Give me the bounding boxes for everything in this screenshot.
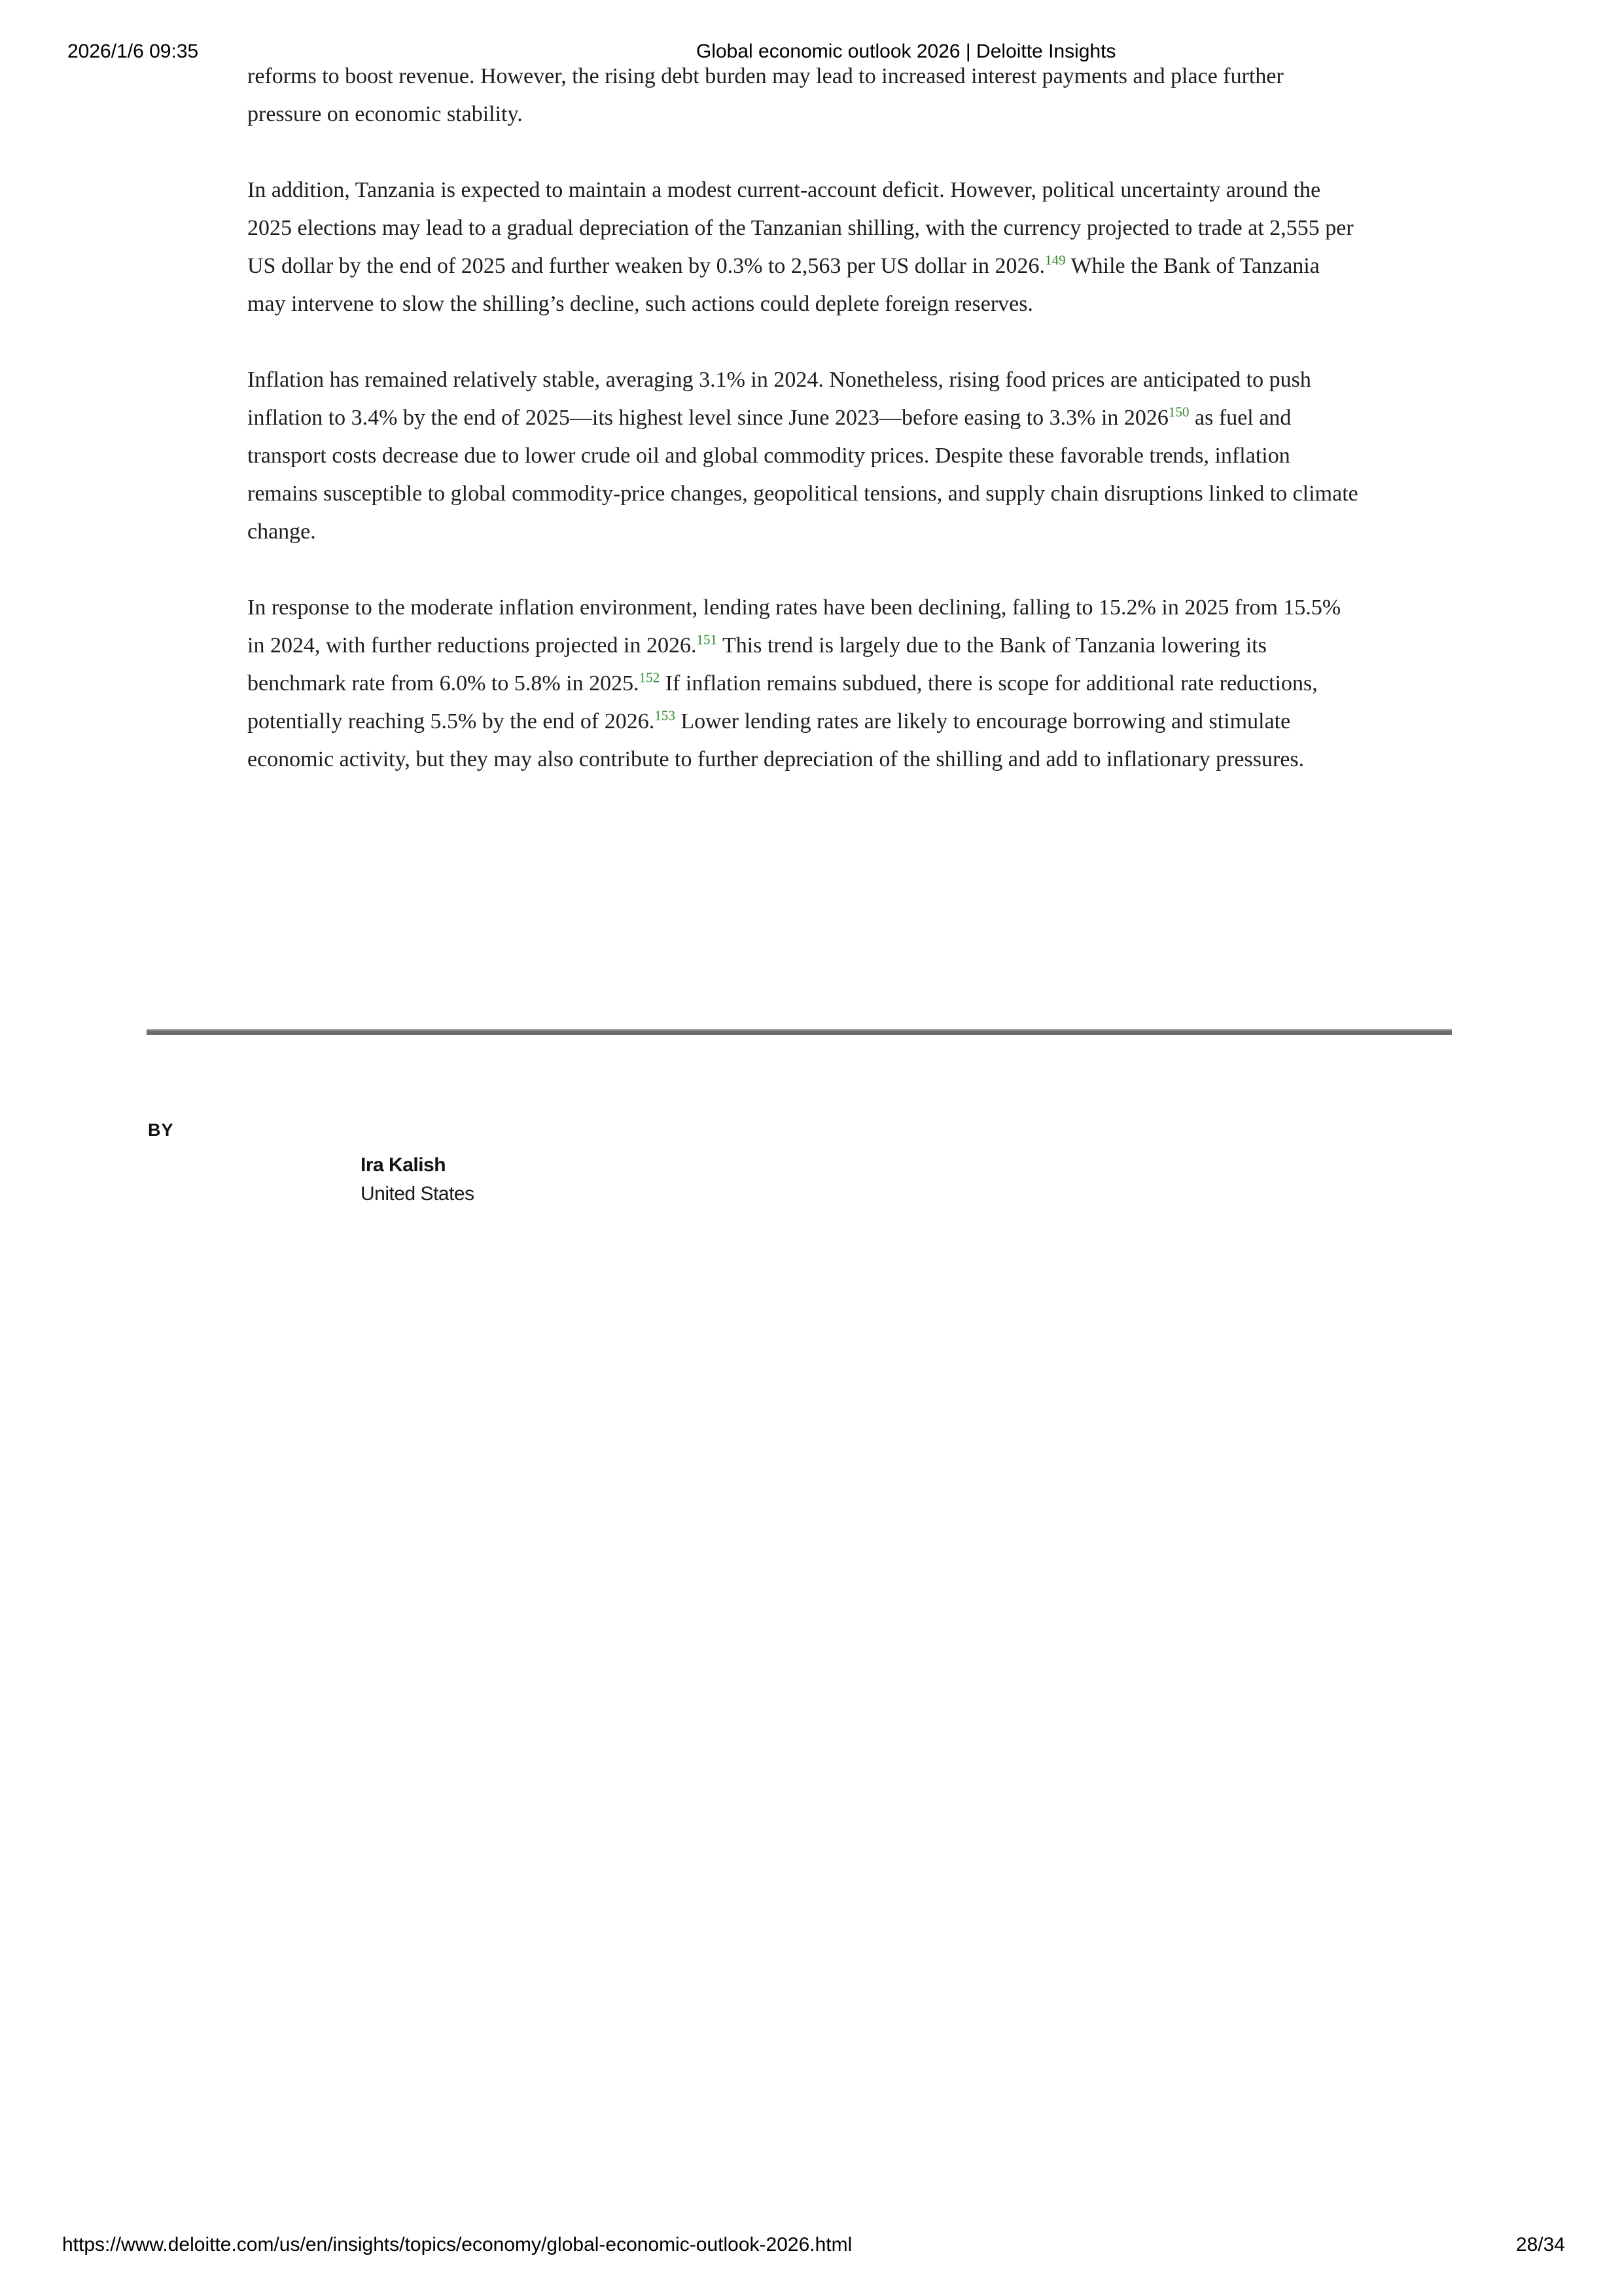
paragraph: In addition, Tanzania is expected to maintain a modest current-account deficit. However, political uncertainty around the 2025 elections may lead to a gradual depreciation of the Tanzanian shilling, with the currency projected to trade at 2,555 per US dollar by the end of 2025 and further weaken by 0.3% to 2,563 per US dollar in 2026.$^{149}$ While the Bank of Tanzania may intervene to slow the shilling’s decline, such actions could deplete foreign reserves. — [247, 178, 1354, 316]
print-footer-url: https://www.deloitte.com/us/en/insights/topics/economy/global-economic-outlook-2026.html — [62, 2234, 853, 2255]
footnote-link[interactable]: 152 — [639, 669, 660, 686]
article-body — [247, 58, 1360, 817]
byline-label: BY — [148, 1120, 174, 1140]
section-divider — [147, 1029, 1452, 1035]
print-footer-page-indicator: 28/34 — [1515, 2234, 1565, 2255]
byline-author-name: Ira Kalish — [361, 1154, 446, 1176]
footnote-link[interactable]: 153 — [654, 707, 675, 724]
paragraph: Inflation has remained relatively stable, averaging 3.1% in 2024. Nonetheless, rising food prices are anticipated to push inflation to 3.4% by the end of 2025—its highest level since June 2023—before easing to 3.3% in 2026$^{150}$ as fuel and transport costs decrease due to lower crude oil and global commodity prices. Despite these favorable trends, inflation remains susceptible to global commodity-price changes, geopolitical tensions, and supply chain disruptions linked to climate change. — [247, 368, 1358, 544]
paragraph: reforms to boost revenue. However, the rising debt burden may lead to increased interest payments and place further pressure on economic stability. — [247, 64, 1284, 126]
print-header-title: Global economic outlook 2026 | Deloitte Insights — [696, 41, 1116, 62]
footnote-link[interactable]: 149 — [1045, 252, 1066, 268]
footnote-link[interactable]: 150 — [1168, 404, 1190, 420]
print-header-datetime: 2026/1/6 09:35 — [67, 41, 199, 62]
footnote-link[interactable]: 151 — [696, 631, 718, 648]
paragraph: In response to the moderate inflation environment, lending rates have been declining, falling to 15.2% in 2025 from 15.5% in 2024, with further reductions projected in 2026.$^{151}$ This trend is largely due to the Bank of Tanzania lowering its benchmark rate from 6.0% to 5.8% in 2025.$^{152}$ If inflation remains subdued, there is scope for additional rate reductions, potentially reaching 5.5% by the end of 2026.$^{153}$ Lower lending rates are likely to encourage borrowing and stimulate economic activity, but they may also contribute to further depreciation of the shilling and add to inflationary pressures. — [247, 595, 1341, 771]
byline-author-location: United States — [361, 1183, 474, 1205]
